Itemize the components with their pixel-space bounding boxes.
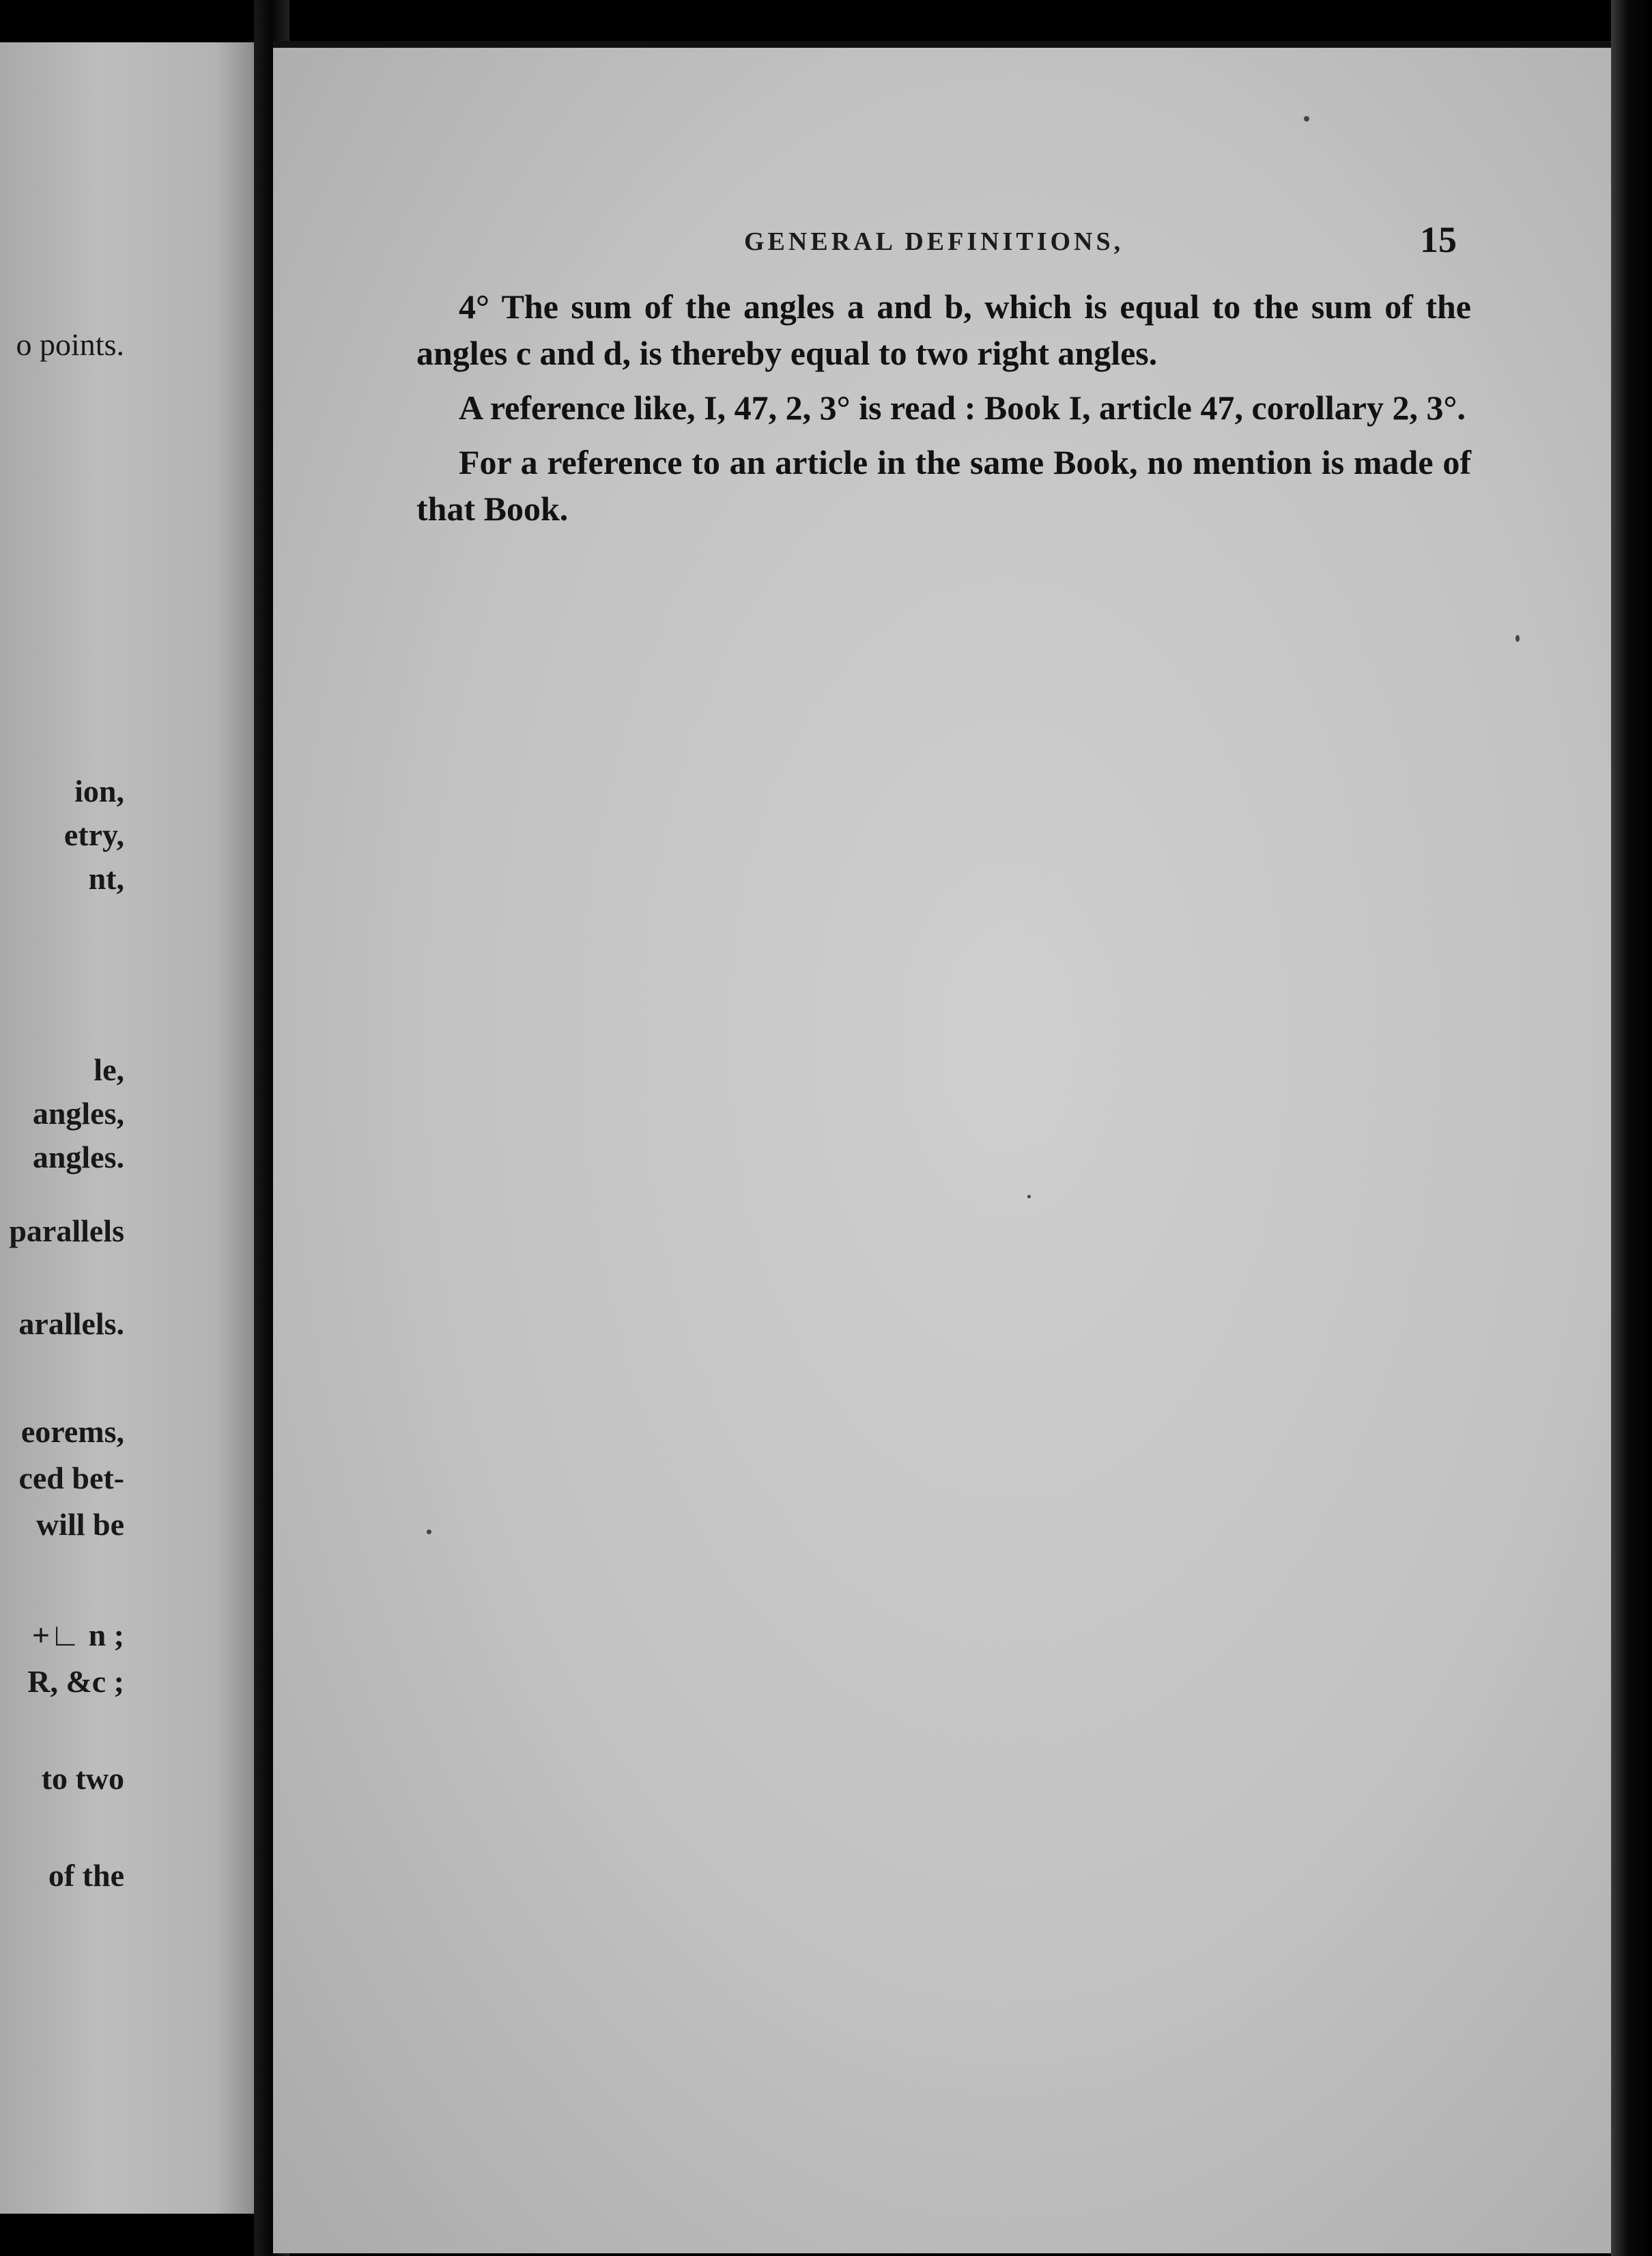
- paper-speck: [427, 1529, 431, 1534]
- paragraph-2: A reference like, I, 47, 2, 3° is read : Book I, article 47, corollary 2, 3°.: [459, 389, 1466, 427]
- right-page: [273, 41, 1611, 2253]
- running-head: GENERAL DEFINITIONS,: [744, 227, 1124, 256]
- left-page-fragment: le,: [94, 1052, 124, 1087]
- body-text: [416, 283, 1471, 532]
- left-page-fragment: o points.: [16, 327, 124, 362]
- left-page-fragment: of the: [48, 1858, 124, 1893]
- left-page-fragment: ced bet-: [18, 1461, 124, 1495]
- left-page-fragment: +∟ n ;: [31, 1618, 124, 1652]
- left-page-fragment: nt,: [88, 861, 124, 896]
- left-page-fragment: will be: [35, 1507, 124, 1542]
- left-page: [0, 42, 254, 2214]
- page-number: 15: [1420, 219, 1457, 260]
- left-page-fragment: ion,: [74, 774, 124, 808]
- paragraph-3: For a reference to an article in the same Book, no mention is made of that Book.: [416, 443, 1471, 528]
- paper-speck: [1304, 116, 1309, 122]
- left-page-fragment: angles,: [32, 1096, 124, 1131]
- left-page-fragment: angles.: [32, 1140, 124, 1174]
- left-page-fragment: R, &c ;: [27, 1664, 124, 1699]
- paper-speck: [1027, 1195, 1031, 1198]
- paragraph-1: 4° The sum of the angles a and b, which is equal to the sum of the angles c and d, is thereby equal to two right angles.: [416, 287, 1471, 372]
- page-right-edge: [1611, 0, 1652, 2256]
- paper-speck: [1515, 635, 1520, 642]
- left-page-fragment: to two: [41, 1761, 124, 1796]
- left-page-fragment: etry,: [63, 817, 124, 852]
- left-page-fragment: arallels.: [18, 1306, 124, 1341]
- left-page-fragment: parallels: [9, 1213, 124, 1248]
- left-page-fragment: eorems,: [20, 1414, 124, 1449]
